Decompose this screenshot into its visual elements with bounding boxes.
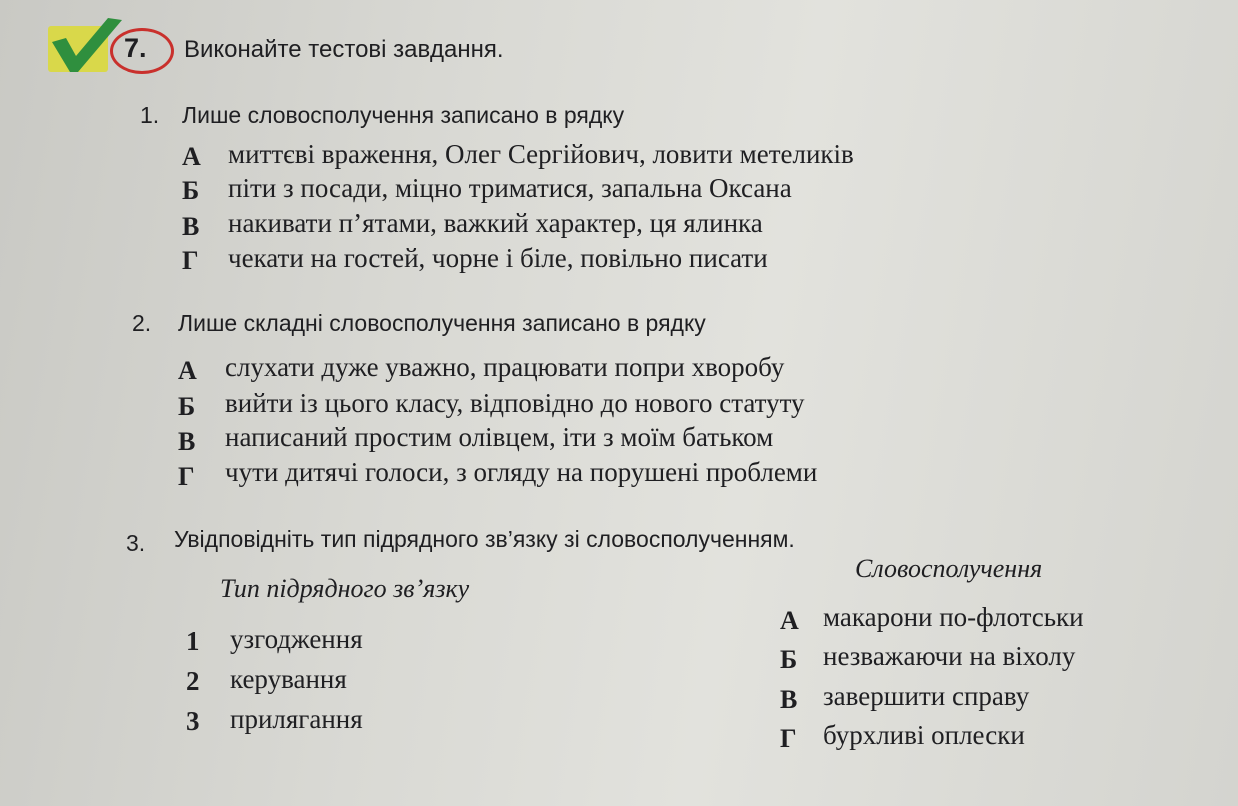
option-text: миттєві враження, Олег Сергійович, ловити метеликів [228,139,854,169]
list-item-number: 2 [186,666,200,696]
list-item-number: 1 [186,626,200,656]
option-letter: Б [182,176,200,205]
option-text: піти з посади, міцно триматися, запальна Оксана [228,173,792,203]
list-item-text: макарони по-флотськи [823,602,1084,632]
option-letter: Г [182,246,199,275]
question-1-number: 1. [140,102,160,128]
task-title: Виконайте тестові завдання. [184,36,504,63]
option-text: накивати п’ятами, важкий характер, ця ялинка [228,208,763,238]
right-column-header: Словосполучення [855,554,1043,583]
list-item-text: завершити справу [823,681,1030,711]
option-letter: А [178,356,197,385]
list-item-letter: Б [780,645,798,674]
question-2-number: 2. [132,310,152,336]
question-1-text: Лише словосполучення записано в рядку [182,102,625,128]
left-column-header: Тип підрядного зв’язку [220,574,470,603]
option-letter: Б [178,392,196,421]
list-item-text: прилягання [230,704,363,734]
option-text: слухати дуже уважно, працювати попри хворобу [225,352,785,382]
list-item-letter: А [780,606,799,635]
question-3-number: 3. [126,530,146,556]
option-letter: В [182,212,200,241]
question-2-text: Лише складні словосполучення записано в рядку [178,310,706,336]
list-item-text: керування [230,664,347,694]
question-3-text: Увідповідніть тип підрядного зв’язку зі словосполученням. [174,526,795,552]
list-item-letter: В [780,685,798,714]
list-item-text: узгодження [230,624,363,654]
option-text: чути дитячі голоси, з огляду на порушені проблеми [225,457,818,487]
list-item-number: 3 [186,706,200,736]
option-letter: В [178,427,196,456]
list-item-text: незважаючи на віхолу [823,641,1076,671]
list-item-letter: Г [780,724,797,753]
option-text: чекати на гостей, чорне і біле, повільно писати [228,243,768,273]
option-letter: Г [178,462,195,491]
option-letter: А [182,142,201,171]
option-text: написаний простим олівцем, іти з моїм батьком [225,422,774,452]
task-number: 7. [124,33,147,63]
list-item-text: бурхливі оплески [823,720,1025,750]
option-text: вийти із цього класу, відповідно до нового статуту [225,388,805,418]
